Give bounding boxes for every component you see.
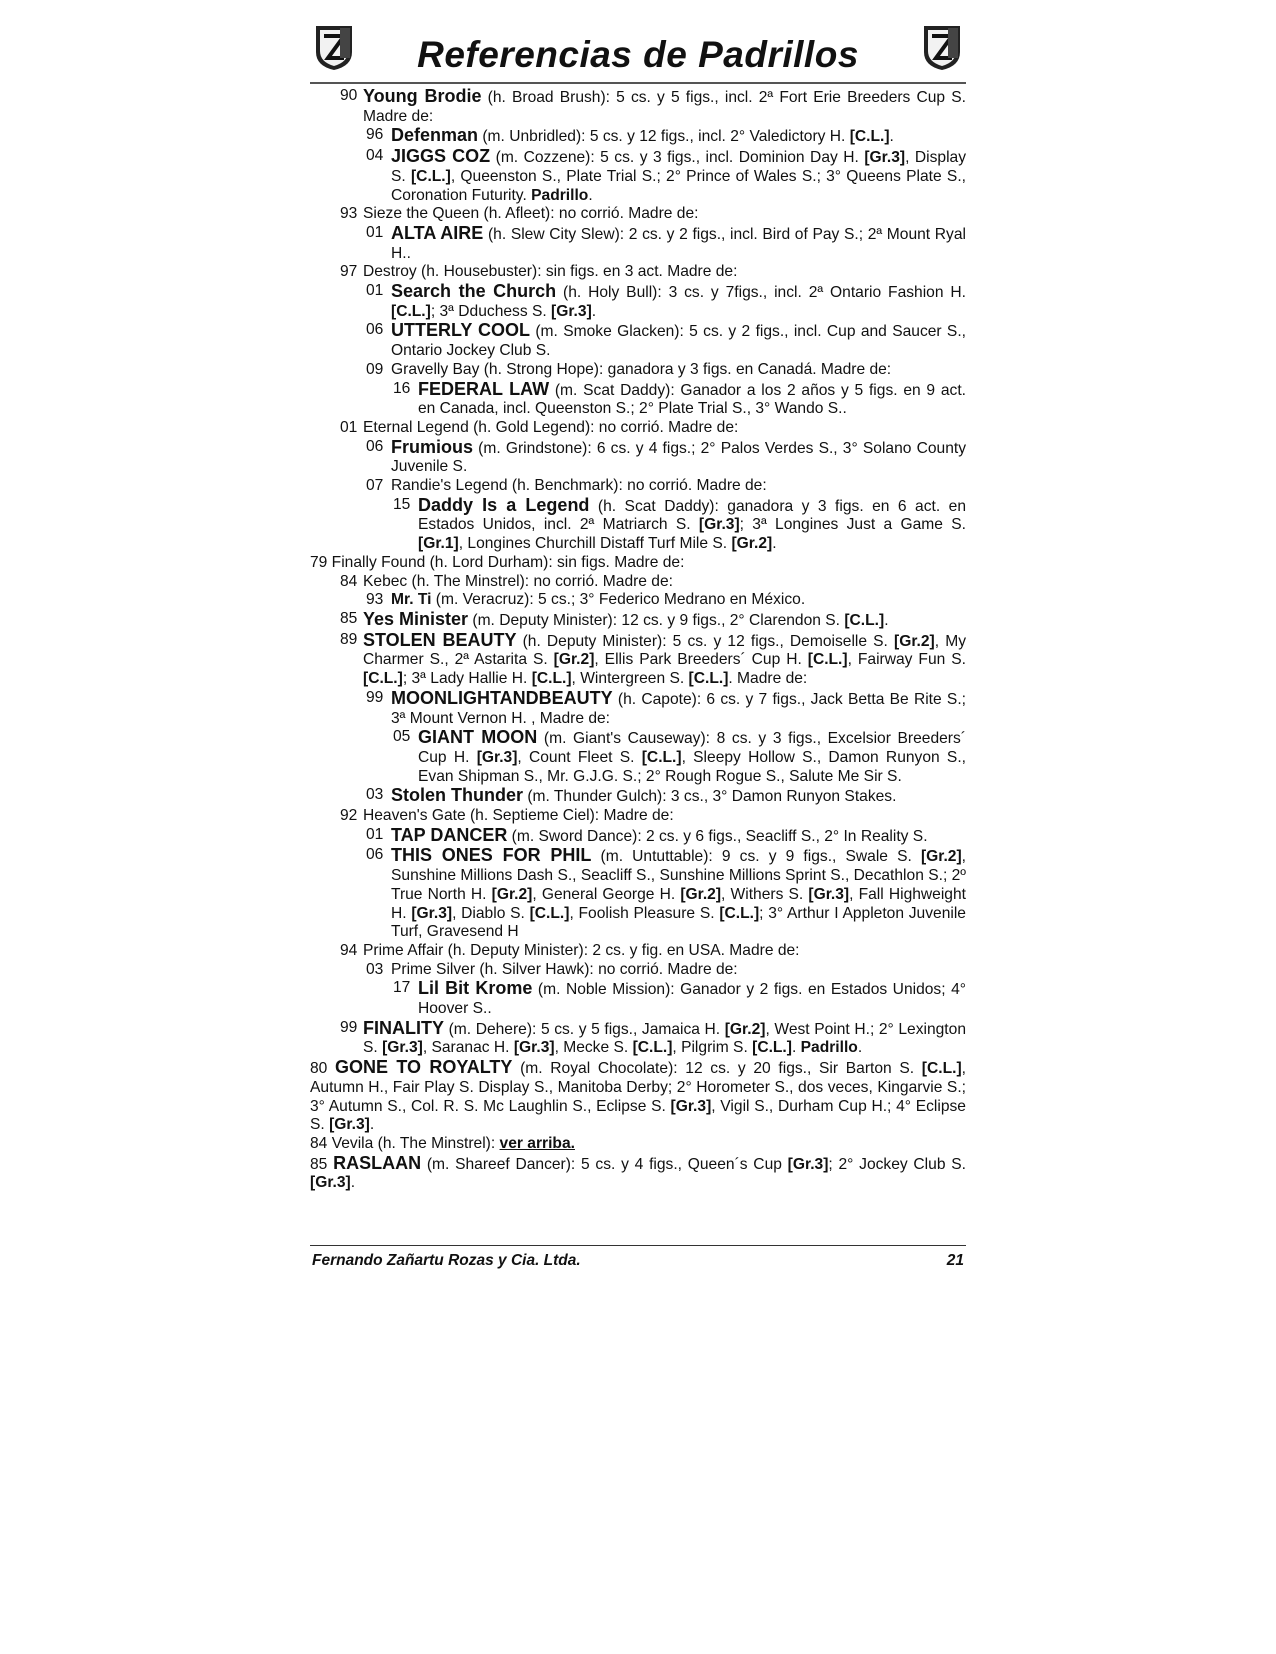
entry-year: 84 bbox=[310, 1134, 332, 1152]
pedigree-entry bbox=[310, 1135, 966, 1154]
entry-text: (m. Grindstone): 6 cs. y 4 figs.; 2° Palos Verdes S., 3° Solano County Juvenile S. bbox=[391, 439, 966, 476]
footer-company: Fernando Zañartu Rozas y Cia. Ltda. bbox=[312, 1252, 581, 1269]
entry-year: 15 bbox=[393, 495, 411, 513]
entry-text: (m. Smoke Glacken): 5 cs. y 2 figs., incl. Cup and Saucer S., Ontario Jockey Club S. bbox=[391, 323, 967, 360]
entry-text: Eternal Legend (h. Gold Legend): no corrió. Madre de: bbox=[363, 418, 739, 436]
entry-year: 06 bbox=[366, 437, 384, 455]
entry-year: 06 bbox=[366, 321, 384, 339]
entry-year: 01 bbox=[366, 282, 384, 300]
pedigree-entry bbox=[310, 591, 966, 610]
entry-text: Prime Affair (h. Deputy Minister): 2 cs. y fig. en USA. Madre de: bbox=[363, 941, 800, 959]
pedigree-entry bbox=[310, 205, 966, 224]
horse-shield-logo-left bbox=[310, 22, 358, 72]
pedigree-entry bbox=[310, 826, 966, 847]
entry-year: 07 bbox=[366, 477, 384, 495]
pedigree-entry bbox=[310, 728, 966, 786]
entry-year: 06 bbox=[366, 846, 384, 864]
entry-text: Prime Silver (h. Silver Hawk): no corrió. Madre de: bbox=[391, 960, 738, 978]
entry-text: Destroy (h. Housebuster): sin figs. en 3 act. Madre de: bbox=[363, 263, 738, 281]
entry-text: (h. Capote): 6 cs. y 7 figs., Jack Betta Be Rite S.; 3ª Mount Vernon H. , Madre de: bbox=[391, 690, 966, 727]
entry-year: 99 bbox=[340, 1018, 358, 1036]
horse-name: FEDERAL LAW bbox=[418, 378, 550, 399]
pedigree-entry bbox=[310, 1058, 966, 1135]
entry-text: (m. Unbridled): 5 cs. y 12 figs., incl. 2° Valedictory H. [C.L.]. bbox=[478, 128, 894, 146]
entry-year: 04 bbox=[366, 147, 384, 165]
entry-year: 92 bbox=[340, 807, 358, 825]
pedigree-entry bbox=[310, 961, 966, 980]
horse-name: Yes Minister bbox=[363, 608, 469, 629]
pedigree-entry bbox=[310, 147, 966, 205]
entry-year: 17 bbox=[393, 979, 411, 997]
pedigree-entry bbox=[310, 1019, 966, 1058]
entry-text: Randie's Legend (h. Benchmark): no corrió. Madre de: bbox=[391, 477, 767, 495]
entry-year: 99 bbox=[366, 688, 384, 706]
pedigree-entry bbox=[310, 807, 966, 826]
entry-year: 96 bbox=[366, 126, 384, 144]
pedigree-entry bbox=[310, 689, 966, 728]
pedigree-entry bbox=[310, 321, 966, 360]
entry-text: 79 Finally Found (h. Lord Durham): sin figs. Madre de: bbox=[310, 553, 685, 571]
entry-text: (m. Giant's Causeway): 8 cs. y 3 figs., Excelsior Breeders´ Cup H. [Gr.3], Count Fleet S. [C.L.], Sleepy Hollow S., Damon Runyon S., Evan Shipman S., Mr. G.J.G. S.; 2° Rough Rogue S., Salute Me Sir S. bbox=[418, 730, 966, 785]
pedigree-entry bbox=[310, 477, 966, 496]
horse-name: Frumious bbox=[391, 436, 474, 457]
entry-text: Heaven's Gate (h. Septieme Ciel): Madre de: bbox=[363, 807, 674, 825]
horse-name: GONE TO ROYALTY bbox=[335, 1057, 513, 1078]
entry-text: Vevila (h. The Minstrel): ver arriba. bbox=[331, 1134, 575, 1152]
pedigree-entry bbox=[310, 846, 966, 942]
pedigree-entries bbox=[310, 84, 966, 1193]
footer-page-number: 21 bbox=[946, 1252, 964, 1269]
pedigree-entry bbox=[310, 573, 966, 592]
pedigree-entry bbox=[310, 631, 966, 689]
pedigree-entry bbox=[310, 554, 966, 573]
page-header bbox=[310, 20, 966, 84]
horse-name: THIS ONES FOR PHIL bbox=[391, 845, 592, 866]
pedigree-entry bbox=[310, 610, 966, 631]
horse-name: STOLEN BEAUTY bbox=[363, 629, 517, 650]
pedigree-entry bbox=[310, 87, 966, 126]
pedigree-entry bbox=[310, 496, 966, 554]
entry-year: 97 bbox=[340, 263, 358, 281]
entry-year: 03 bbox=[366, 960, 384, 978]
horse-name: Lil Bit Krome bbox=[418, 978, 533, 999]
horse-name: TAP DANCER bbox=[391, 824, 508, 845]
entry-year: 09 bbox=[366, 360, 384, 378]
entry-text: (m. Shareef Dancer): 5 cs. y 4 figs., Queen´s Cup [Gr.3]; 2° Jockey Club S. [Gr.3]. bbox=[310, 1155, 966, 1192]
entry-text: (h. Broad Brush): 5 cs. y 5 figs., incl. 2ª Fort Erie Breeders Cup S. Madre de: bbox=[363, 89, 966, 125]
entry-text: Kebec (h. The Minstrel): no corrió. Madre de: bbox=[363, 572, 673, 590]
entry-year: 05 bbox=[393, 728, 411, 746]
horse-name: MOONLIGHTANDBEAUTY bbox=[391, 687, 613, 708]
horse-name: ALTA AIRE bbox=[391, 222, 484, 243]
entry-text: (m. Cozzene): 5 cs. y 3 figs., incl. Dominion Day H. [Gr.3], Display S. [C.L.], Queenston S., Plate Trial S.; 2° Prince of Wales S.; 3° Queens Plate S., Coronation Futurity. Padrillo. bbox=[391, 149, 967, 204]
entry-year: 80 bbox=[310, 1060, 336, 1078]
horse-shield-logo-right bbox=[918, 22, 966, 72]
entry-text: (h. Slew City Slew): 2 cs. y 2 figs., incl. Bird of Pay S.; 2ª Mount Ryal H.. bbox=[391, 225, 966, 262]
entry-year: 93 bbox=[366, 591, 384, 609]
pedigree-entry bbox=[310, 419, 966, 438]
entry-year: 90 bbox=[340, 87, 358, 104]
entry-text: (m. Sword Dance): 2 cs. y 6 figs., Seacliff S., 2° In Reality S. bbox=[507, 827, 928, 845]
horse-name: Daddy Is a Legend bbox=[418, 494, 590, 515]
entry-text: (m. Deputy Minister): 12 cs. y 9 figs., 2° Clarendon S. [C.L.]. bbox=[468, 611, 889, 629]
pedigree-entry bbox=[310, 282, 966, 321]
horse-name: Stolen Thunder bbox=[391, 785, 523, 806]
entry-year: 01 bbox=[340, 418, 358, 436]
entry-text: Mr. Ti (m. Veracruz): 5 cs.; 3° Federico Medrano en México. bbox=[391, 591, 806, 609]
entry-year: 03 bbox=[366, 786, 384, 804]
pedigree-entry bbox=[310, 1154, 966, 1193]
entry-year: 93 bbox=[340, 205, 358, 223]
entry-text: (h. Scat Daddy): ganadora y 3 figs. en 6 act. en Estados Unidos, incl. 2ª Matriarch S. [Gr.3]; 3ª Longines Just a Game S. [Gr.1], Longines Churchill Distaff Turf Mile S. [Gr.2]. bbox=[418, 497, 966, 553]
horse-name: FINALITY bbox=[363, 1017, 444, 1038]
horse-name: Defenman bbox=[391, 125, 479, 146]
entry-text: (m. Noble Mission): Ganador y 2 figs. en Estados Unidos; 4° Hoover S.. bbox=[418, 981, 966, 1018]
entry-year: 01 bbox=[366, 223, 384, 241]
entry-text: (m. Royal Chocolate): 12 cs. y 20 figs., Sir Barton S. [C.L.], Autumn H., Fair Play S. Display S., Manitoba Derby; 2° Horometer S., dos veces, Kingarvie S.; 3° Autumn S., Col. R. S. Mc Laughlin S., Eclipse S. [Gr.3], Vigil S., Durham Cup H.; 4° Eclipse S. [Gr.3]. bbox=[310, 1060, 966, 1134]
pedigree-entry bbox=[310, 224, 966, 263]
horse-name: JIGGS COZ bbox=[391, 146, 491, 167]
entry-text: Gravelly Bay (h. Strong Hope): ganadora y 3 figs. en Canadá. Madre de: bbox=[391, 360, 892, 378]
pedigree-entry bbox=[310, 942, 966, 961]
pedigree-entry bbox=[310, 263, 966, 282]
page bbox=[310, 20, 966, 1193]
entry-year: 84 bbox=[340, 572, 358, 590]
pedigree-entry bbox=[310, 438, 966, 477]
page-footer bbox=[310, 1245, 966, 1270]
entry-year: 94 bbox=[340, 941, 358, 959]
entry-text: (m. Scat Daddy): Ganador a los 2 años y 5 figs. en 9 act. en Canada, incl. Queenston S.; 2° Plate Trial S., 3° Wando S.. bbox=[418, 381, 966, 418]
page-title: Referencias de Padrillos bbox=[417, 34, 859, 75]
horse-name: GIANT MOON bbox=[418, 727, 538, 748]
pedigree-entry bbox=[310, 380, 966, 419]
entry-text: (m. Untuttable): 9 cs. y 9 figs., Swale S. [Gr.2], Sunshine Millions Dash S., Seacliff S., Sunshine Millions Sprint S., Decathlon S.; 2º True North H. [Gr.2], General George H. [Gr.2], Withers S. [Gr.3], Fall Highweight H. [Gr.3], Diablo S. [C.L.], Foolish Pleasure S. [C.L.]; 3° Arthur I Appleton Juvenile Turf, Gravesend H bbox=[391, 848, 967, 941]
entry-year: 89 bbox=[340, 630, 358, 648]
horse-name: Young Brodie bbox=[363, 86, 482, 106]
horse-name: RASLAAN bbox=[333, 1152, 422, 1173]
horse-name: UTTERLY COOL bbox=[391, 320, 531, 341]
pedigree-entry bbox=[310, 786, 966, 807]
entry-text: (h. Holy Bull): 3 cs. y 7figs., incl. 2ª Ontario Fashion H. [C.L.]; 3ª Dduchess S. [Gr.3]. bbox=[391, 284, 966, 320]
entry-year: 01 bbox=[366, 825, 384, 843]
pedigree-entry bbox=[310, 361, 966, 380]
entry-year: 85 bbox=[310, 1155, 334, 1173]
entry-text: (m. Thunder Gulch): 3 cs., 3° Damon Runyon Stakes. bbox=[523, 788, 897, 806]
entry-year: 16 bbox=[393, 379, 411, 397]
pedigree-entry bbox=[310, 979, 966, 1018]
horse-name: Search the Church bbox=[391, 281, 557, 302]
entry-text: (m. Dehere): 5 cs. y 5 figs., Jamaica H. [Gr.2], West Point H.; 2° Lexington S. [Gr.3], Saranac H. [Gr.3], Mecke S. [C.L.], Pilgrim S. [C.L.]. Padrillo. bbox=[363, 1020, 966, 1057]
entry-text: Sieze the Queen (h. Afleet): no corrió. Madre de: bbox=[363, 205, 699, 223]
entry-text: (h. Deputy Minister): 5 cs. y 12 figs., Demoiselle S. [Gr.2], My Charmer S., 2ª Astarita S. [Gr.2], Ellis Park Breeders´ Cup H. [C.L.], Fairway Fun S. [C.L.]; 3ª Lady Hallie H. [C.L.], Wintergreen S. [C.L.]. Madre de: bbox=[363, 632, 966, 688]
pedigree-entry bbox=[310, 126, 966, 147]
entry-year: 85 bbox=[340, 609, 358, 627]
